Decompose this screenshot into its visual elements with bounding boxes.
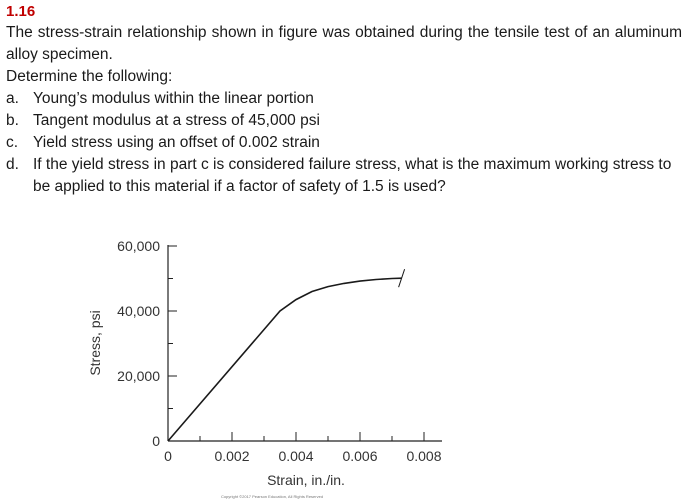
x-axis-label: Strain, in./in. [267,472,345,488]
question-text: If the yield stress in part c is considered failure stress, what is the maximum working stress to be applied to this material if a factor of safety of 1.5 is used? [33,156,672,195]
question-marker: d. [6,156,19,173]
x-tick-label: 0.006 [342,448,378,464]
stress-strain-curve [168,278,402,441]
y-tick-label: 40,000 [117,303,160,319]
x-tick-label: 0.004 [278,448,314,464]
problem-number: 1.16 [6,3,36,20]
question-marker: c. [6,134,19,151]
y-tick-label: 0 [152,433,160,449]
question-text: Tangent modulus at a stress of 45,000 psi [33,112,320,129]
chart-ticks [168,246,424,441]
x-tick-label: 0.002 [214,448,250,464]
chart-tick-labels [117,238,442,464]
question-marker: a. [6,90,19,107]
copyright-note: Copyright ©2017 Pearson Education, All Rights Reserved [220,494,324,499]
problem-prompt: Determine the following: [6,68,173,85]
question-text: Young’s modulus within the linear portion [33,90,314,107]
question-marker: b. [6,112,19,129]
problem-intro: The stress-strain relationship shown in figure was obtained during the tensile test of an aluminum alloy specimen. [6,24,682,63]
question-text: Yield stress using an offset of 0.002 strain [33,134,320,151]
y-tick-label: 20,000 [117,368,160,384]
x-tick-label: 0.008 [406,448,442,464]
y-axis-label: Stress, psi [87,310,103,376]
chart-axes [168,245,442,441]
y-tick-label: 60,000 [117,238,160,254]
x-tick-label: 0 [164,448,172,464]
